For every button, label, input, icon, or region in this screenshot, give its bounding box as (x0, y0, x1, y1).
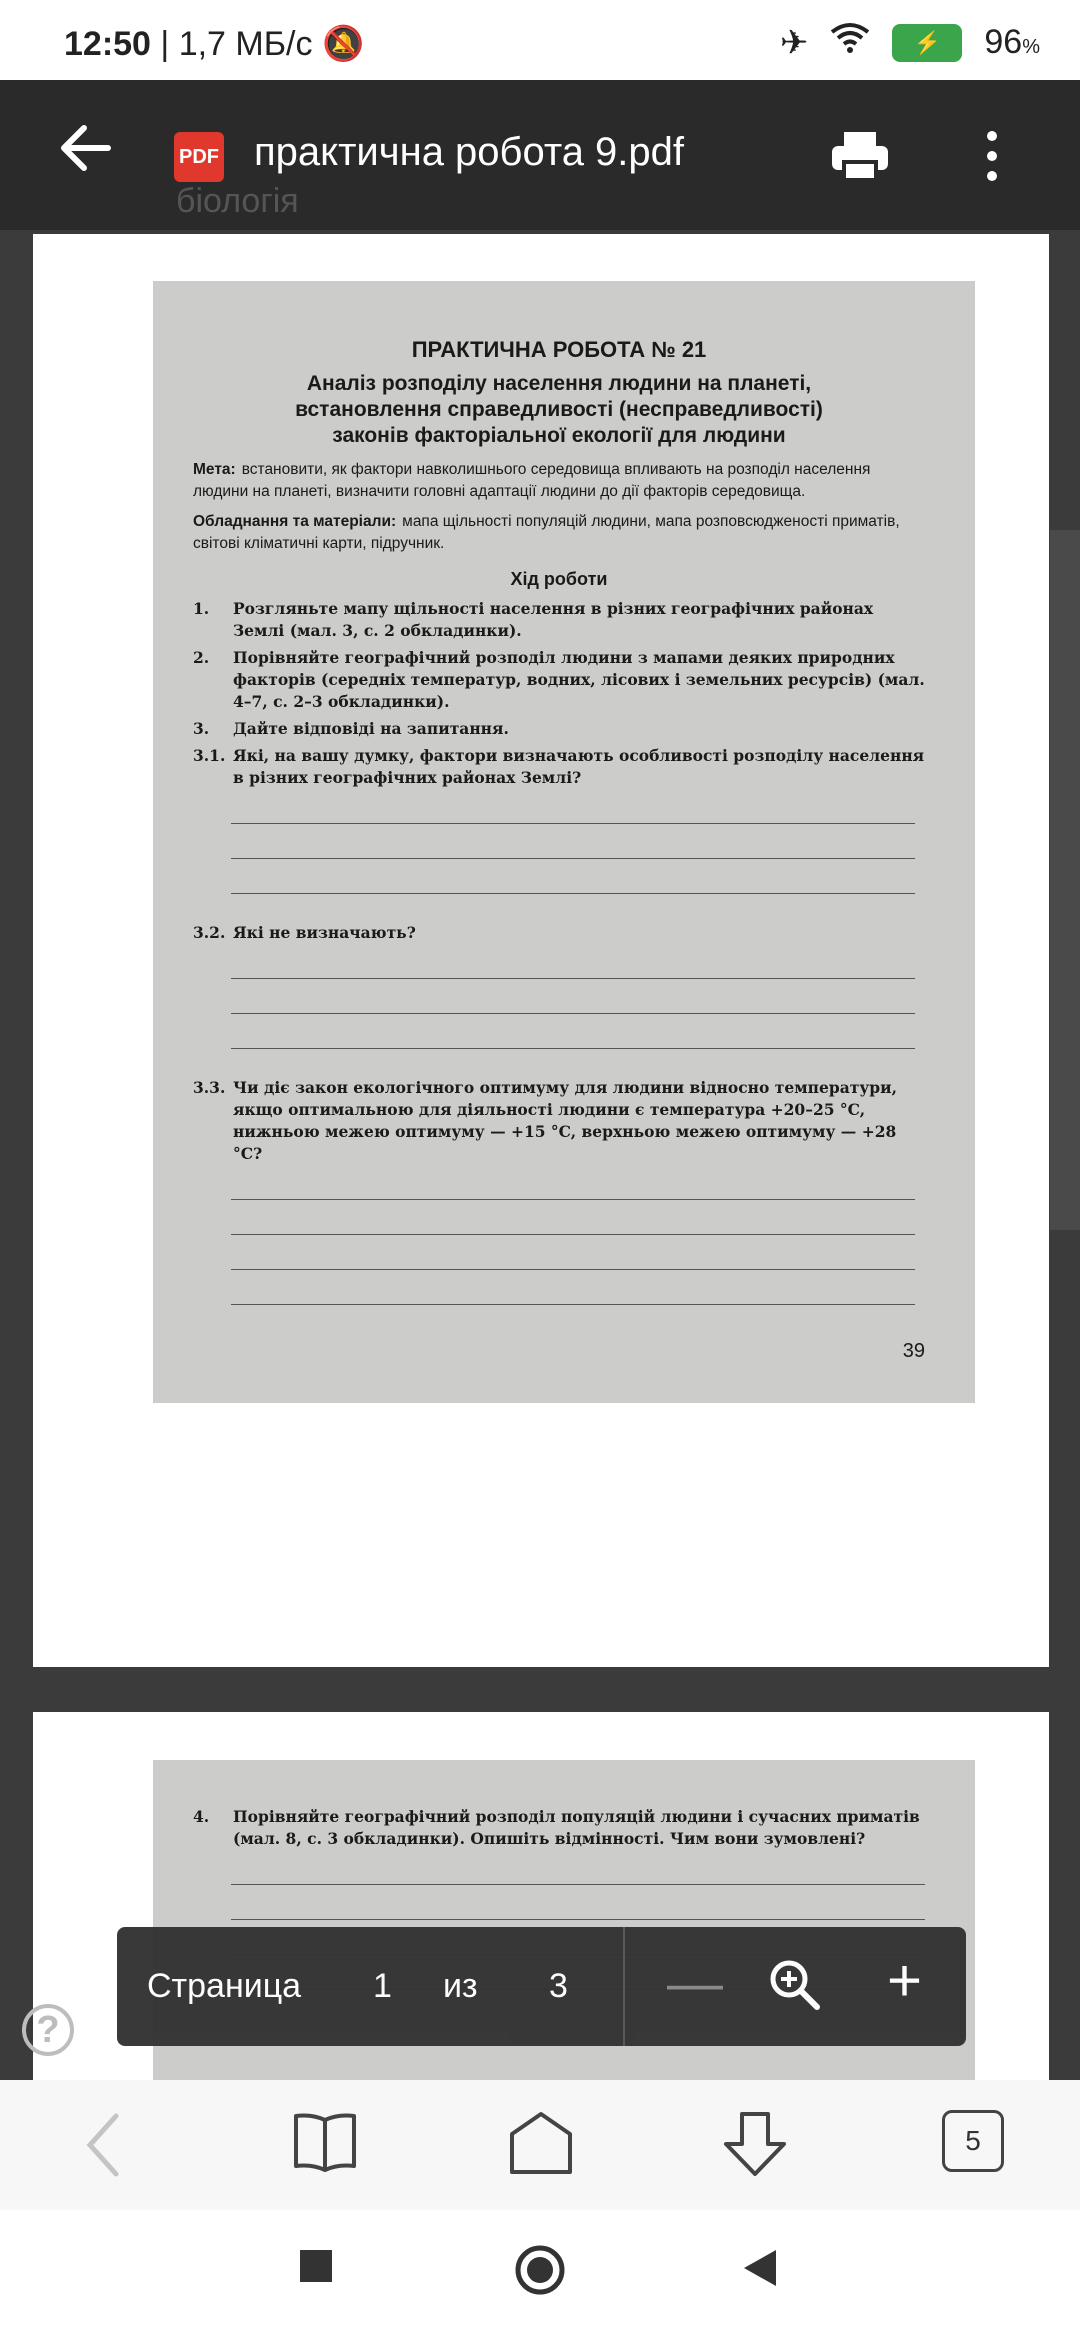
document-viewer[interactable] (0, 230, 1080, 2080)
goal-label: Мета: (193, 461, 236, 478)
tabs-button[interactable] (942, 2110, 1004, 2172)
subtitle-line: Аналіз розподілу населення людини на планеті, (306, 372, 812, 395)
item-number: 3.3. (193, 1078, 226, 1097)
tab-count: 5 (942, 2110, 1004, 2172)
item-number: 3. (193, 719, 210, 738)
status-icons (780, 22, 1040, 63)
goal-paragraph (193, 459, 925, 503)
page-number: 39 (902, 1340, 925, 1362)
list-item (193, 1077, 925, 1165)
item-text: Які не визначають? (233, 923, 416, 942)
item-number: 3.1. (193, 746, 226, 765)
item-text: Порівняйте географічний розподіл людини з мапами деяких природних факторів (середніх температур, водних, лісових і земельних ресурсів) (мал. 4–7, с. 2–3 обкладинки). (233, 648, 925, 711)
equipment-label: Обладнання та матеріали: (193, 513, 397, 530)
answer-line (231, 978, 915, 979)
equipment-paragraph (193, 511, 925, 555)
home-icon[interactable] (508, 2110, 574, 2181)
item-text: Порівняйте географічний розподіл популяцій людини і сучасних приматів (мал. 8, с. 3 обкладинки). Опишіть відмінності. Чим вони зумовлені? (233, 1807, 920, 1848)
goal-text: встановити, як фактори навколишнього середовища впливають на розподіл населення людини на планеті, визначити головні адаптації людини до дії факторів середовища. (193, 461, 871, 500)
pdf-file-icon: PDF (174, 132, 224, 182)
list-item (193, 647, 925, 713)
wifi-icon (830, 22, 870, 63)
clock-text: 12:50 (64, 25, 151, 63)
download-icon[interactable] (720, 2110, 790, 2185)
answer-line (231, 1234, 915, 1235)
procedure-heading: Хід роботи (510, 569, 608, 589)
status-time (64, 24, 364, 64)
subtitle-line: встановлення справедливості (несправедливості) (295, 398, 823, 421)
item-text: Чи діє закон екологічного оптимуму для людини відносно температури, якщо оптимальною для діяльності людини є температура +20–25 °C, нижньою межею оптимуму — +15 °C, верхньою межею оптимуму — +28 °C? (233, 1078, 898, 1163)
airplane-icon: ✈ (779, 23, 809, 62)
subtitle-line: законів факторіальної екології для людини (332, 424, 786, 447)
answer-line (231, 1199, 915, 1200)
help-icon[interactable]: ? (22, 2004, 74, 2056)
back-triangle-icon[interactable] (742, 2248, 778, 2293)
answer-line (231, 1269, 915, 1270)
item-text: Які, на вашу думку, фактори визначають особливості розподілу населення в різних географічних районах Землі? (233, 746, 925, 787)
network-speed: | 1,7 МБ/с (160, 25, 313, 63)
battery-suffix: % (1022, 36, 1040, 58)
current-page[interactable]: 1 (373, 1967, 392, 2005)
print-icon[interactable] (830, 128, 890, 189)
equipment-text: мапа щільності популяцій людини, мапа розповсюдженості приматів, світові кліматичні карти, підручник. (193, 513, 900, 552)
item-text: Дайте відповіді на запитання. (233, 719, 509, 738)
divider (623, 1927, 625, 2046)
home-circle-icon[interactable] (514, 2244, 566, 2301)
system-navigation-bar (0, 2210, 1080, 2340)
file-title: практична робота 9.pdf (254, 130, 685, 174)
item-text: Розгляньте мапу щільності населення в різних географічних районах Землі (мал. 3, с. 2 обкладинки). (233, 599, 874, 640)
item-number: 4. (193, 1807, 210, 1826)
work-subtitle (193, 371, 925, 449)
answer-line (231, 858, 915, 859)
page-navigation-bar (117, 1927, 966, 2046)
page-label: Страница (147, 1967, 302, 2005)
back-arrow-icon[interactable] (58, 120, 114, 186)
scanned-page-image (153, 281, 975, 1403)
background-course-label: біологія (176, 182, 299, 220)
pdf-toolbar (0, 80, 1080, 230)
recents-square-icon[interactable] (298, 2248, 334, 2289)
pdf-page-1 (33, 234, 1049, 1667)
mute-icon: 🔕 (321, 25, 365, 63)
status-bar (0, 0, 1080, 80)
zoom-plus-icon[interactable]: + (887, 1947, 923, 2014)
answer-line (231, 1919, 925, 1920)
list-item (193, 1806, 935, 1850)
list-item (193, 598, 925, 642)
answer-line (231, 1013, 915, 1014)
item-number: 2. (193, 648, 210, 667)
list-item (193, 718, 925, 740)
item-number: 3.2. (193, 923, 226, 942)
zoom-in-magnifier-icon[interactable] (767, 1957, 823, 2022)
scrollbar-thumb[interactable] (1050, 530, 1080, 1230)
battery-level (984, 23, 1040, 62)
answer-line (231, 1884, 925, 1885)
zoom-out-icon[interactable]: — (667, 1951, 723, 2014)
answer-line (231, 823, 915, 824)
more-options-icon[interactable] (984, 128, 1000, 193)
bookmarks-book-icon[interactable] (292, 2110, 358, 2179)
battery-icon: ⚡ (892, 24, 962, 62)
browser-bottom-bar (0, 2080, 1080, 2210)
list-item (193, 922, 925, 944)
work-title: ПРАКТИЧНА РОБОТА № 21 (411, 337, 707, 362)
page-of-label: из (443, 1967, 478, 2005)
list-item (193, 745, 925, 789)
back-chevron-icon[interactable] (82, 2110, 122, 2185)
answer-line (231, 1304, 915, 1305)
battery-percent: 96 (984, 23, 1023, 61)
total-pages: 3 (549, 1967, 568, 2005)
item-number: 1. (193, 599, 210, 618)
